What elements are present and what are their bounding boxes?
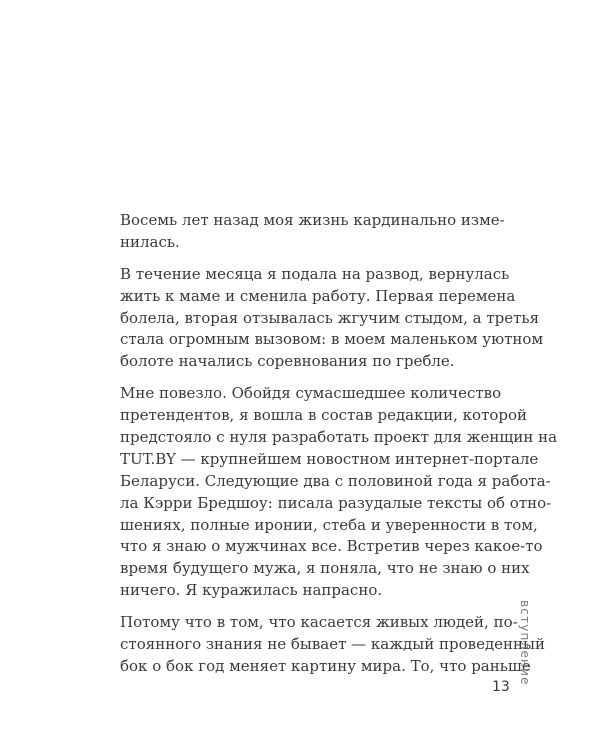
text-line: Мне повезло. Обойдя сумасшедшее количество xyxy=(120,384,502,403)
text-line: шениях, полные иронии, стеба и уверенности в том, xyxy=(120,515,538,534)
text-line: бок о бок год меняет картину мира. То, что раньше xyxy=(120,656,531,675)
page-number: 13 xyxy=(492,679,510,695)
text-line: болоте начались соревнования по гребле. xyxy=(120,352,455,371)
text-line: ла Кэрри Бредшоу: писала разудалые тексты об отно- xyxy=(120,493,552,512)
text-line: болела, вторая отзывалась жгучим стыдом, а третья xyxy=(120,308,540,327)
text-line: что я знаю о мужчинах все. Встретив через какое-то xyxy=(120,537,543,556)
text-line: Беларуси. Следующие два с половиной года я работа- xyxy=(120,471,551,490)
text-line: время будущего мужа, я поняла, что не знаю о них xyxy=(120,559,530,578)
text-line: предстояло с нуля разработать проект для женщин на xyxy=(120,428,558,447)
paragraph-1 xyxy=(120,210,505,254)
text-line: претендентов, я вошла в состав редакции, которой xyxy=(120,406,528,425)
paragraph-3 xyxy=(120,383,558,602)
text-line: ничего. Я куражилась напрасно. xyxy=(120,581,383,600)
text-line: Потому что в том, что касается живых людей, по- xyxy=(120,613,518,632)
paragraph-2 xyxy=(120,264,544,373)
text-line: TUT.BY — крупнейшем новостном интернет-портале xyxy=(120,449,539,468)
section-label: вступление xyxy=(518,600,532,686)
text-line: В течение месяца я подала на развод, вернулась xyxy=(120,264,510,283)
text-line: нилась. xyxy=(120,232,180,251)
text-line: жить к маме и сменила работу. Первая перемена xyxy=(120,286,516,305)
text-line: стала огромным вызовом: в моем маленьком уютном xyxy=(120,330,544,349)
text-line: Восемь лет назад моя жизнь кардинально изме- xyxy=(120,211,505,229)
text-line: стоянного знания не бывает — каждый проведенный xyxy=(120,635,545,654)
